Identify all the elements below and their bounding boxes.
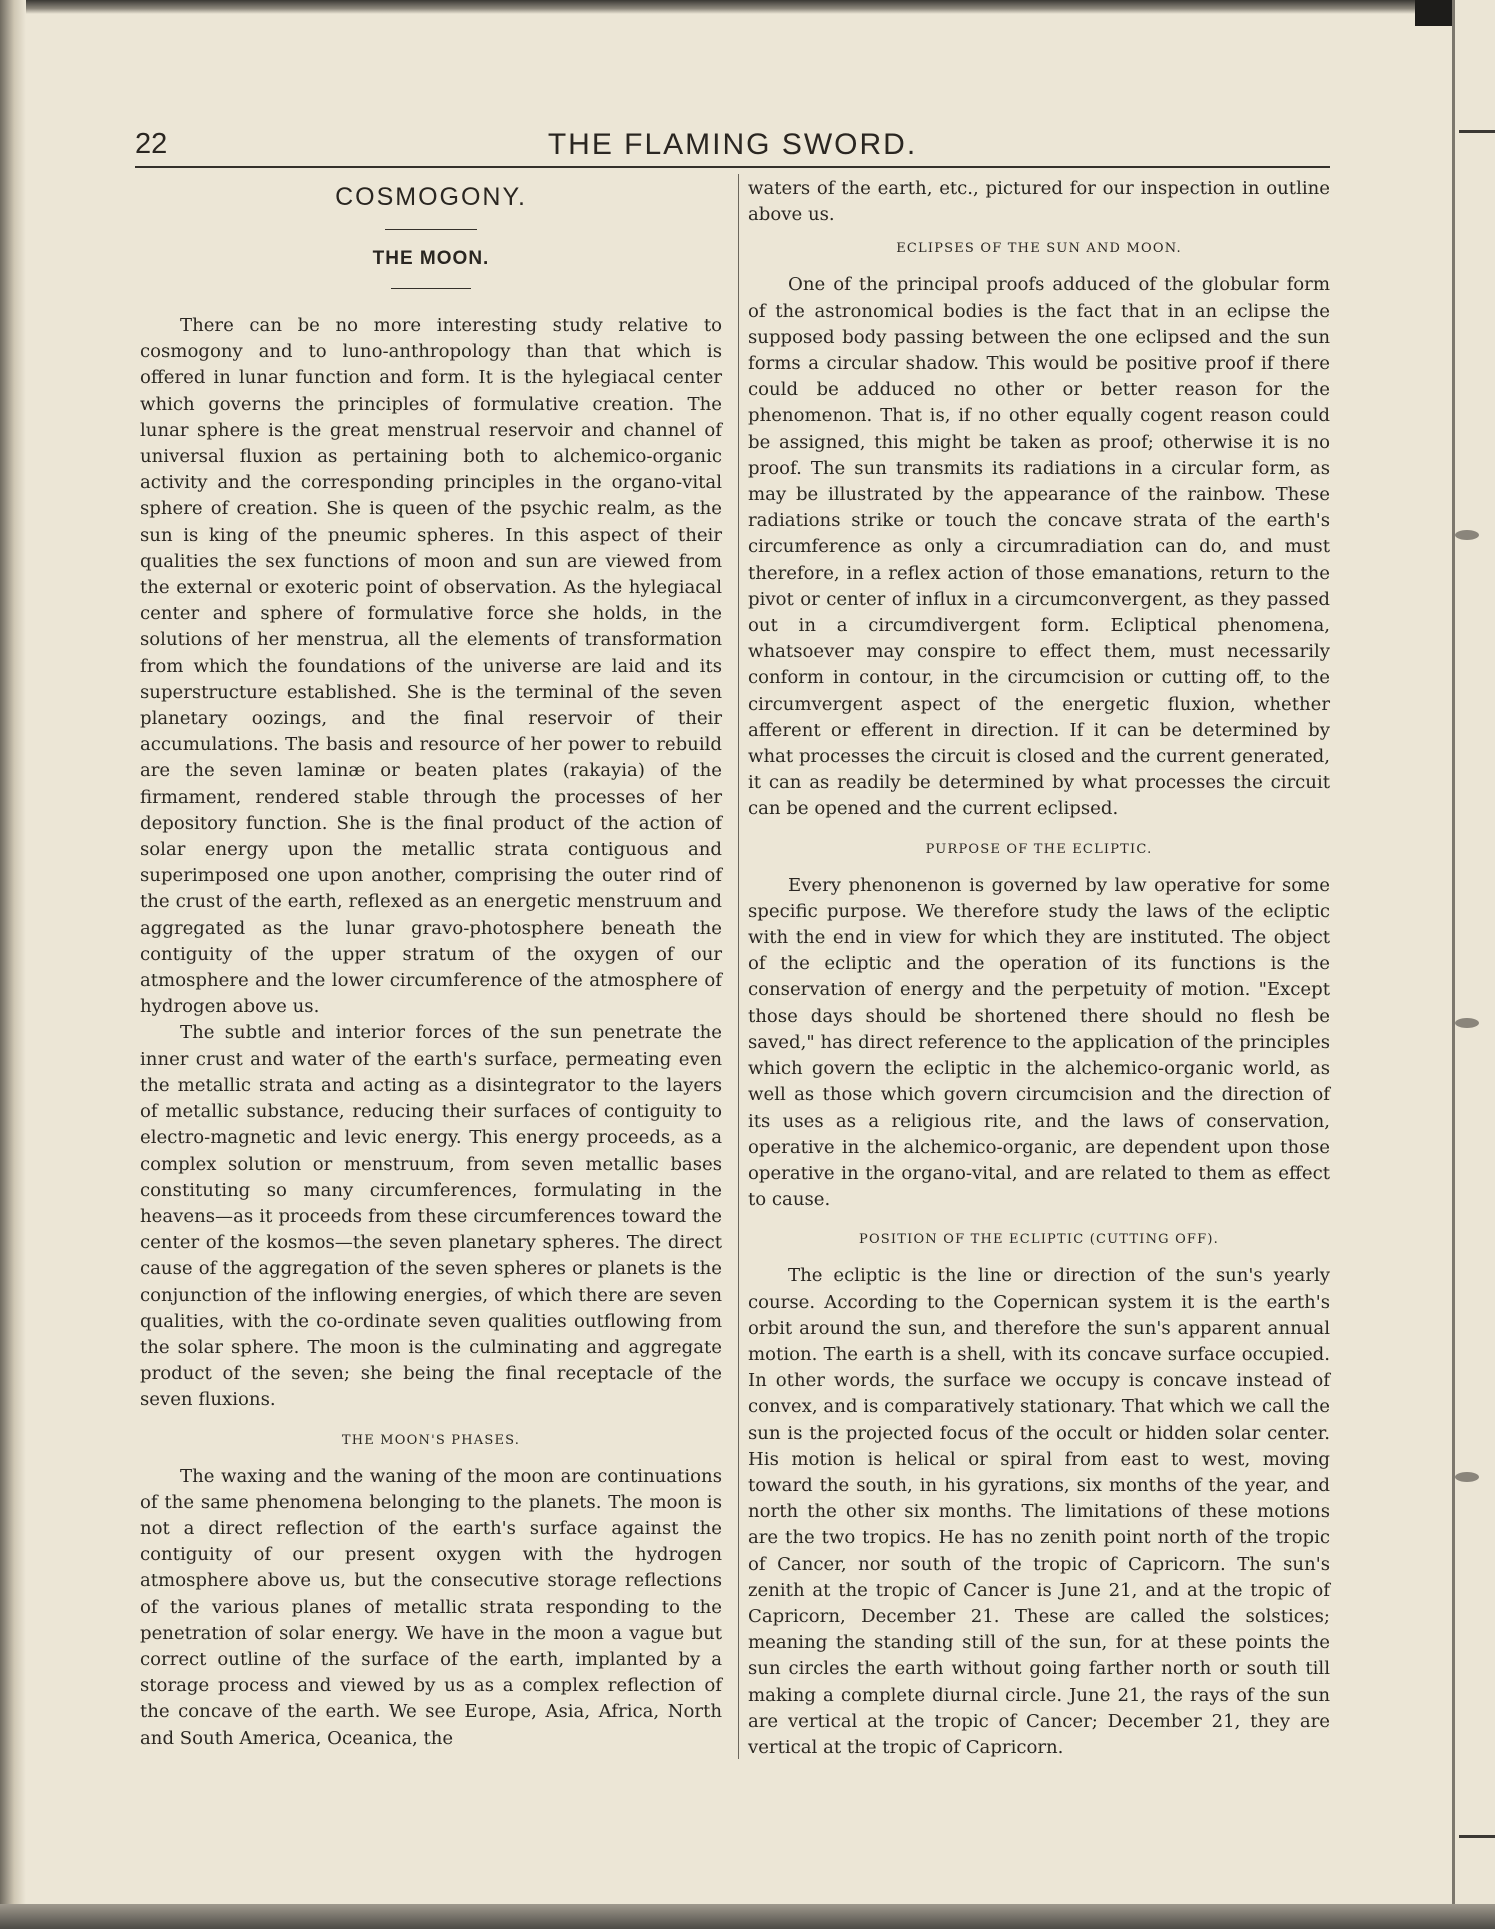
paragraph: The waxing and the waning of the moon are continuations of the same phenomena belonging to the planets. The moon is not a direct reflection of the earth's surface against the contiguity of our present oxygen with the hydrogen atmosphere above us, but the consecutive storage reflections of the various planes of metallic strata responding to the penetration of solar energy. We have in the moon a vague but correct outline of the surface of the earth, implanted by a storage process and viewed by us as a complex reflection of the concave of the earth. We see Europe, Asia, Africa, North and South America, Oceanica, the [140,1465,722,1749]
subtitle-rule [391,288,471,289]
page-bottom-edge [0,1904,1495,1929]
edge-mark [1455,530,1479,540]
paragraph: The subtle and interior forces of the sun penetrate the inner crust and water of the earth's surface, permeating even the metallic strata and acting as a disintegrator to the layers of metallic substance, reducing their surfaces of contiguity to electro-magnetic and levic energy. This energy proceeds, as a complex solution or menstruum, from seven metallic bases constituting so many circumferences, formulating in the heavens—as it proceeds from these circumferences toward the center of the kosmos—the seven planetary spheres. The direct cause of the aggregation of the seven spheres or planets is the conjunction of the inflowing energies, of which there are seven qualities, with the co-ordinate seven qualities outflowing from the solar sphere. The moon is the culminating and aggregate product of the seven; she being the final receptacle of the seven fluxions. [140,1022,722,1411]
section-heading: THE MOON'S PHASES. [341,1432,521,1448]
title-rule [385,229,477,230]
page-top-edge [0,0,1495,14]
section-title: COSMOGONY. [335,183,527,211]
article-subtitle: THE MOON. [372,248,490,269]
page-binding-edge [0,0,26,1929]
paragraph: Every phenonenon is governed by law operative for some specific purpose. We therefore study the laws of the ecliptic with the end in view for which they are instituted. The object of the ecliptic and the operation of its functions is the conservation of energy and the perpetuity of motion. "Except those days should be shortened there should no flesh be saved," has direct reference to the application of the principles which govern the ecliptic in the alchemico-organic world, as well as those which govern circumcision and the direction of its uses as a religious rite, and the laws of conservation, operative in the alchemico-organic, are dependent upon those operative in the organo-vital, and are related to them as effect to cause. [748,874,1330,1211]
page-number: 22 [135,128,168,160]
paragraph: There can be no more interesting study relative to cosmogony and to luno-anthropology than that which is offered in lunar function and form. It is the hylegiacal center which governs the principles of formulative creation. The lunar sphere is the great menstrual reservoir and channel of universal fluxion as pertaining both to alchemico-organic activity and the corresponding principles in the organo-vital sphere of creation. She is queen of the psychic realm, as the sun is king of the pneumic spheres. In this aspect of their qualities the sex functions of moon and sun are viewed from the external or exoteric point of observation. As the hylegiacal center and sphere of formulative force she holds, in the solutions of her menstrua, all the elements of transformation from which the foundations of the universe are laid and its superstructure established. She is the terminal of the seven planetary oozings, and the final reservoir of their accumulations. The basis and resource of her power to rebuild are the seven laminæ or beaten plates (rakayia) of the firmament, rendered stable through the processes of her depository function. She is the final product of the action of solar energy upon the metallic strata contiguous and superimposed one upon another, comprising the outer rind of the crust of the earth, reflexed as an energetic menstruum and aggregated as the lunar gravo-photosphere beneath the contiguity of the upper stratum of the oxygen of our atmosphere and the lower circumference of the atmosphere of hydrogen above us. [140,315,722,1018]
section-heading: POSITION OF THE ECLIPTIC (CUTTING OFF). [859,1232,1219,1248]
right-column [748,176,1330,1761]
paragraph: One of the principal proofs adduced of the globular form of the astronomical bodies is the fact that in an eclipse the supposed body passing between the one eclipsed and the sun forms a circular shadow. This would be positive proof if there could be adduced no other or better reason for the phenomenon. That is, if no other equally cogent reason could be assigned, this might be taken as proof; otherwise it is no proof. The sun transmits its radiations in a circular form, as may be illustrated by the appearance of the rainbow. These radiations strike or touch the concave strata of the earth's circumference as only a circumradiation can do, and must therefore, in a reflex action of those emanations, return to the pivot or center of influx in a circumconvergent, as they passed out in a circumdivergent form. Ecliptical phenomena, whatsoever may conspire to effect them, must necessarily conform in contour, in the circumcision or cutting off, to the circumvergent aspect of the energetic fluxion, whether afferent or efferent in direction. If it can be determined by what processes the circuit is closed and the current generated, it can as readily be determined by what processes the circuit can be opened and the current eclipsed. [748,274,1330,820]
section-heading: PURPOSE OF THE ECLIPTIC. [925,841,1153,857]
edge-mark [1459,130,1495,133]
paragraph-continuation: waters of the earth, etc., pictured for our inspection in outline above us. [748,178,1330,226]
running-header [135,128,1330,164]
column-divider [738,174,739,1759]
edge-mark [1455,1018,1479,1028]
header-rule [135,166,1330,168]
journal-title: THE FLAMING SWORD. [547,128,918,161]
edge-mark [1459,1835,1495,1838]
edge-mark [1455,1472,1479,1482]
paragraph: The ecliptic is the line or direction of the sun's yearly course. According to the Copernican system it is the earth's orbit around the sun, and therefore the sun's apparent annual motion. The earth is a shell, with its concave surface occupied. In other words, the surface we occupy is concave instead of convex, and is comparatively stationary. That which we call the sun is the projected focus of the occult or hidden solar center. His motion is helical or spiral from east to west, moving toward the south, in his gyrations, six months of the year, and north the other six months. The limitations of these motions are the two tropics. He has no zenith point north of the tropic of Cancer, nor south of the tropic of Capricorn. The sun's zenith at the tropic of Cancer is June 21, and at the tropic of Capricorn, December 21. These are called the solstices; meaning the standing still of the sun, for at these points the sun circles the earth without going farther north or south till making a complete diurnal circle. June 21, the rays of the sun are vertical at the tropic of Cancer; December 21, they are vertical at the tropic of Capricorn. [748,1265,1330,1758]
page-right-edge [1452,0,1495,1929]
section-heading: ECLIPSES OF THE SUN AND MOON. [896,241,1182,257]
left-column [140,176,722,1752]
